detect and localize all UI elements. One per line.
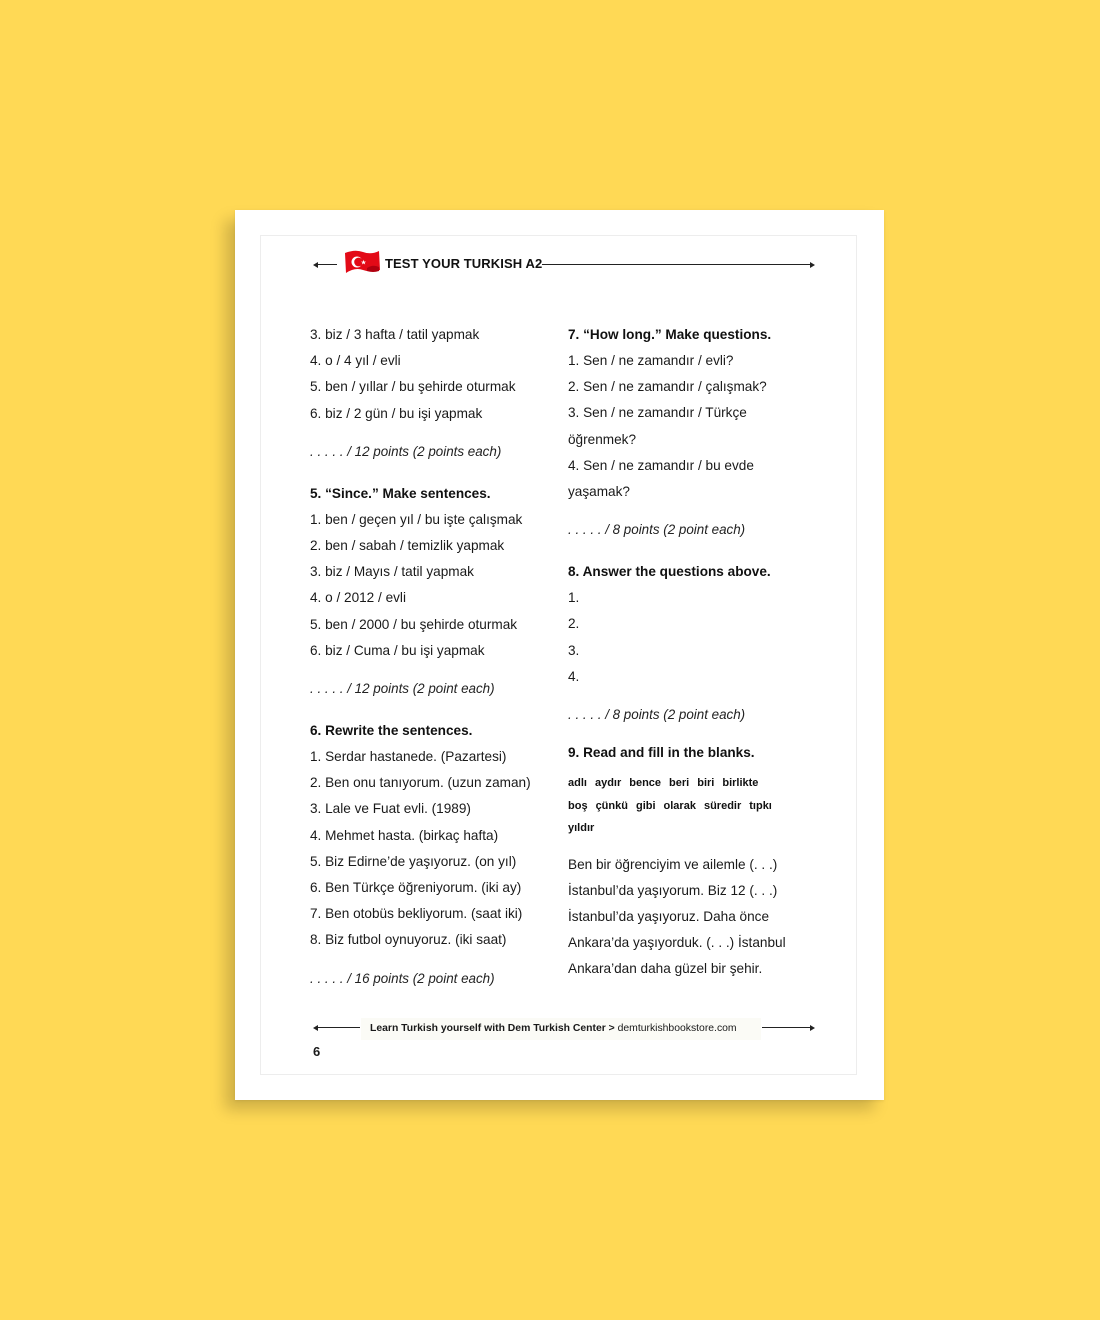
footer-line-right [762, 1027, 810, 1028]
exercise-item: 3. biz / 3 hafta / tatil yapmak [310, 327, 480, 342]
exercise-item: 5. Biz Edirne’de yaşıyoruz. (on yıl) [310, 853, 517, 869]
header-arrow-left [313, 262, 318, 268]
exercise-item: 5. ben / yıllar / bu şehirde oturmak [310, 379, 516, 395]
left-column [310, 322, 560, 992]
exercise-item: 6. biz / Cuma / bu işi yapmak [310, 642, 485, 658]
footer-url-link[interactable]: demturkishbookstore.com [617, 1023, 737, 1034]
exercise-item: 3. Sen / ne zamandır / Türkçe [568, 405, 747, 421]
word-bank-word: yıldır [568, 822, 595, 835]
section-score: . . . . . / 8 points (2 point each) [568, 707, 746, 723]
exercise-item: 3. biz / Mayıs / tatil yapmak [310, 564, 474, 580]
word-bank-word: aydır [594, 777, 622, 790]
footer-separator: > [605, 1023, 618, 1034]
exercise-item: 1. Serdar hastanede. (Pazartesi) [310, 749, 507, 765]
word-bank-row [568, 817, 818, 840]
word-bank-word: olarak [663, 799, 696, 812]
exercise-item: 7. Ben otobüs bekliyorum. (saat iki) [310, 906, 523, 922]
exercise-item-continued: öğrenmek? [568, 431, 637, 447]
header-title: TEST YOUR TURKISH A2 [385, 256, 543, 271]
section-heading: 5. “Since.” Make sentences. [310, 485, 491, 501]
exercise-item: 3. Lale ve Fuat evli. (1989) [310, 801, 471, 817]
exercise-item: 2. ben / sabah / temizlik yapmak [310, 538, 505, 554]
reading-text-line: İstanbul’da yaşıyoruz. Daha önce [568, 908, 770, 924]
section-heading: 6. Rewrite the sentences. [310, 723, 473, 739]
answer-item: 1. [568, 590, 580, 606]
section-score: . . . . . / 12 points (2 points each) [310, 443, 502, 459]
reading-text-line: Ankara’dan daha güzel bir şehir. [568, 961, 763, 977]
exercise-item: 6. Ben Türkçe öğreniyorum. (iki ay) [310, 880, 522, 896]
header-arrow-right [810, 262, 815, 268]
reading-text-line: Ankara’da yaşıyorduk. (. . .) İstanbul [568, 935, 786, 951]
worksheet-page [235, 210, 884, 1100]
word-bank-word: bence [629, 777, 662, 790]
word-bank-word: süredir [703, 799, 742, 812]
footer-line-left [315, 1027, 360, 1028]
word-bank-word: tıpkı [749, 799, 772, 812]
exercise-item: 2. Sen / ne zamandır / çalışmak? [568, 379, 767, 395]
section-score: . . . . . / 16 points (2 point each) [310, 970, 495, 986]
word-bank-word: boş [568, 799, 588, 812]
answer-item: 4. [568, 668, 580, 684]
reading-text-line: İstanbul’da yaşıyorum. Biz 12 (. . .) [568, 882, 778, 898]
section-heading: 9. Read and fill in the blanks. [568, 745, 755, 761]
exercise-item: 8. Biz futbol oynuyoruz. (iki saat) [310, 932, 507, 948]
reading-text-line: Ben bir öğrenciyim ve ailemle (. . .) [568, 856, 778, 872]
section-heading: 8. Answer the questions above. [568, 564, 771, 580]
footer-arrow-left [313, 1025, 318, 1031]
section-heading: 7. “How long.” Make questions. [568, 327, 772, 342]
exercise-item: 4. Mehmet hasta. (birkaç hafta) [310, 827, 499, 843]
word-bank-row [568, 772, 818, 795]
word-bank-word: birlikte [722, 777, 759, 790]
footer-credit-text: Learn Turkish yourself with Dem Turkish Center [370, 1023, 606, 1034]
exercise-item: 4. o / 2012 / evli [310, 590, 406, 606]
section-score: . . . . . / 8 points (2 point each) [568, 522, 746, 538]
exercise-item: 4. o / 4 yıl / evli [310, 353, 401, 369]
word-bank-word: beri [669, 777, 690, 790]
word-bank-row [568, 795, 818, 818]
word-bank-word: çünkü [595, 799, 628, 812]
page-number: 6 [313, 1044, 321, 1059]
word-bank-word: adlı [568, 777, 587, 790]
word-bank [568, 772, 818, 840]
section-score: . . . . . / 12 points (2 point each) [310, 681, 495, 697]
header-line-right [542, 264, 810, 265]
word-bank-word: biri [697, 777, 715, 790]
right-column [568, 322, 818, 983]
answer-item: 2. [568, 616, 580, 632]
exercise-item: 6. biz / 2 gün / bu işi yapmak [310, 405, 483, 421]
footer-credit [361, 1018, 761, 1040]
header-line-left [315, 264, 337, 265]
exercise-item: 1. ben / geçen yıl / bu işte çalışmak [310, 511, 523, 527]
exercise-item: 4. Sen / ne zamandır / bu evde [568, 457, 754, 473]
answer-item: 3. [568, 642, 580, 658]
word-bank-word: gibi [635, 799, 656, 812]
exercise-item: 5. ben / 2000 / bu şehirde oturmak [310, 616, 518, 632]
exercise-item: 1. Sen / ne zamandır / evli? [568, 353, 734, 368]
footer-arrow-right [810, 1025, 815, 1031]
exercise-item-continued: yaşamak? [568, 484, 630, 500]
turkish-flag-icon [343, 248, 381, 276]
exercise-item: 2. Ben onu tanıyorum. (uzun zaman) [310, 775, 531, 791]
